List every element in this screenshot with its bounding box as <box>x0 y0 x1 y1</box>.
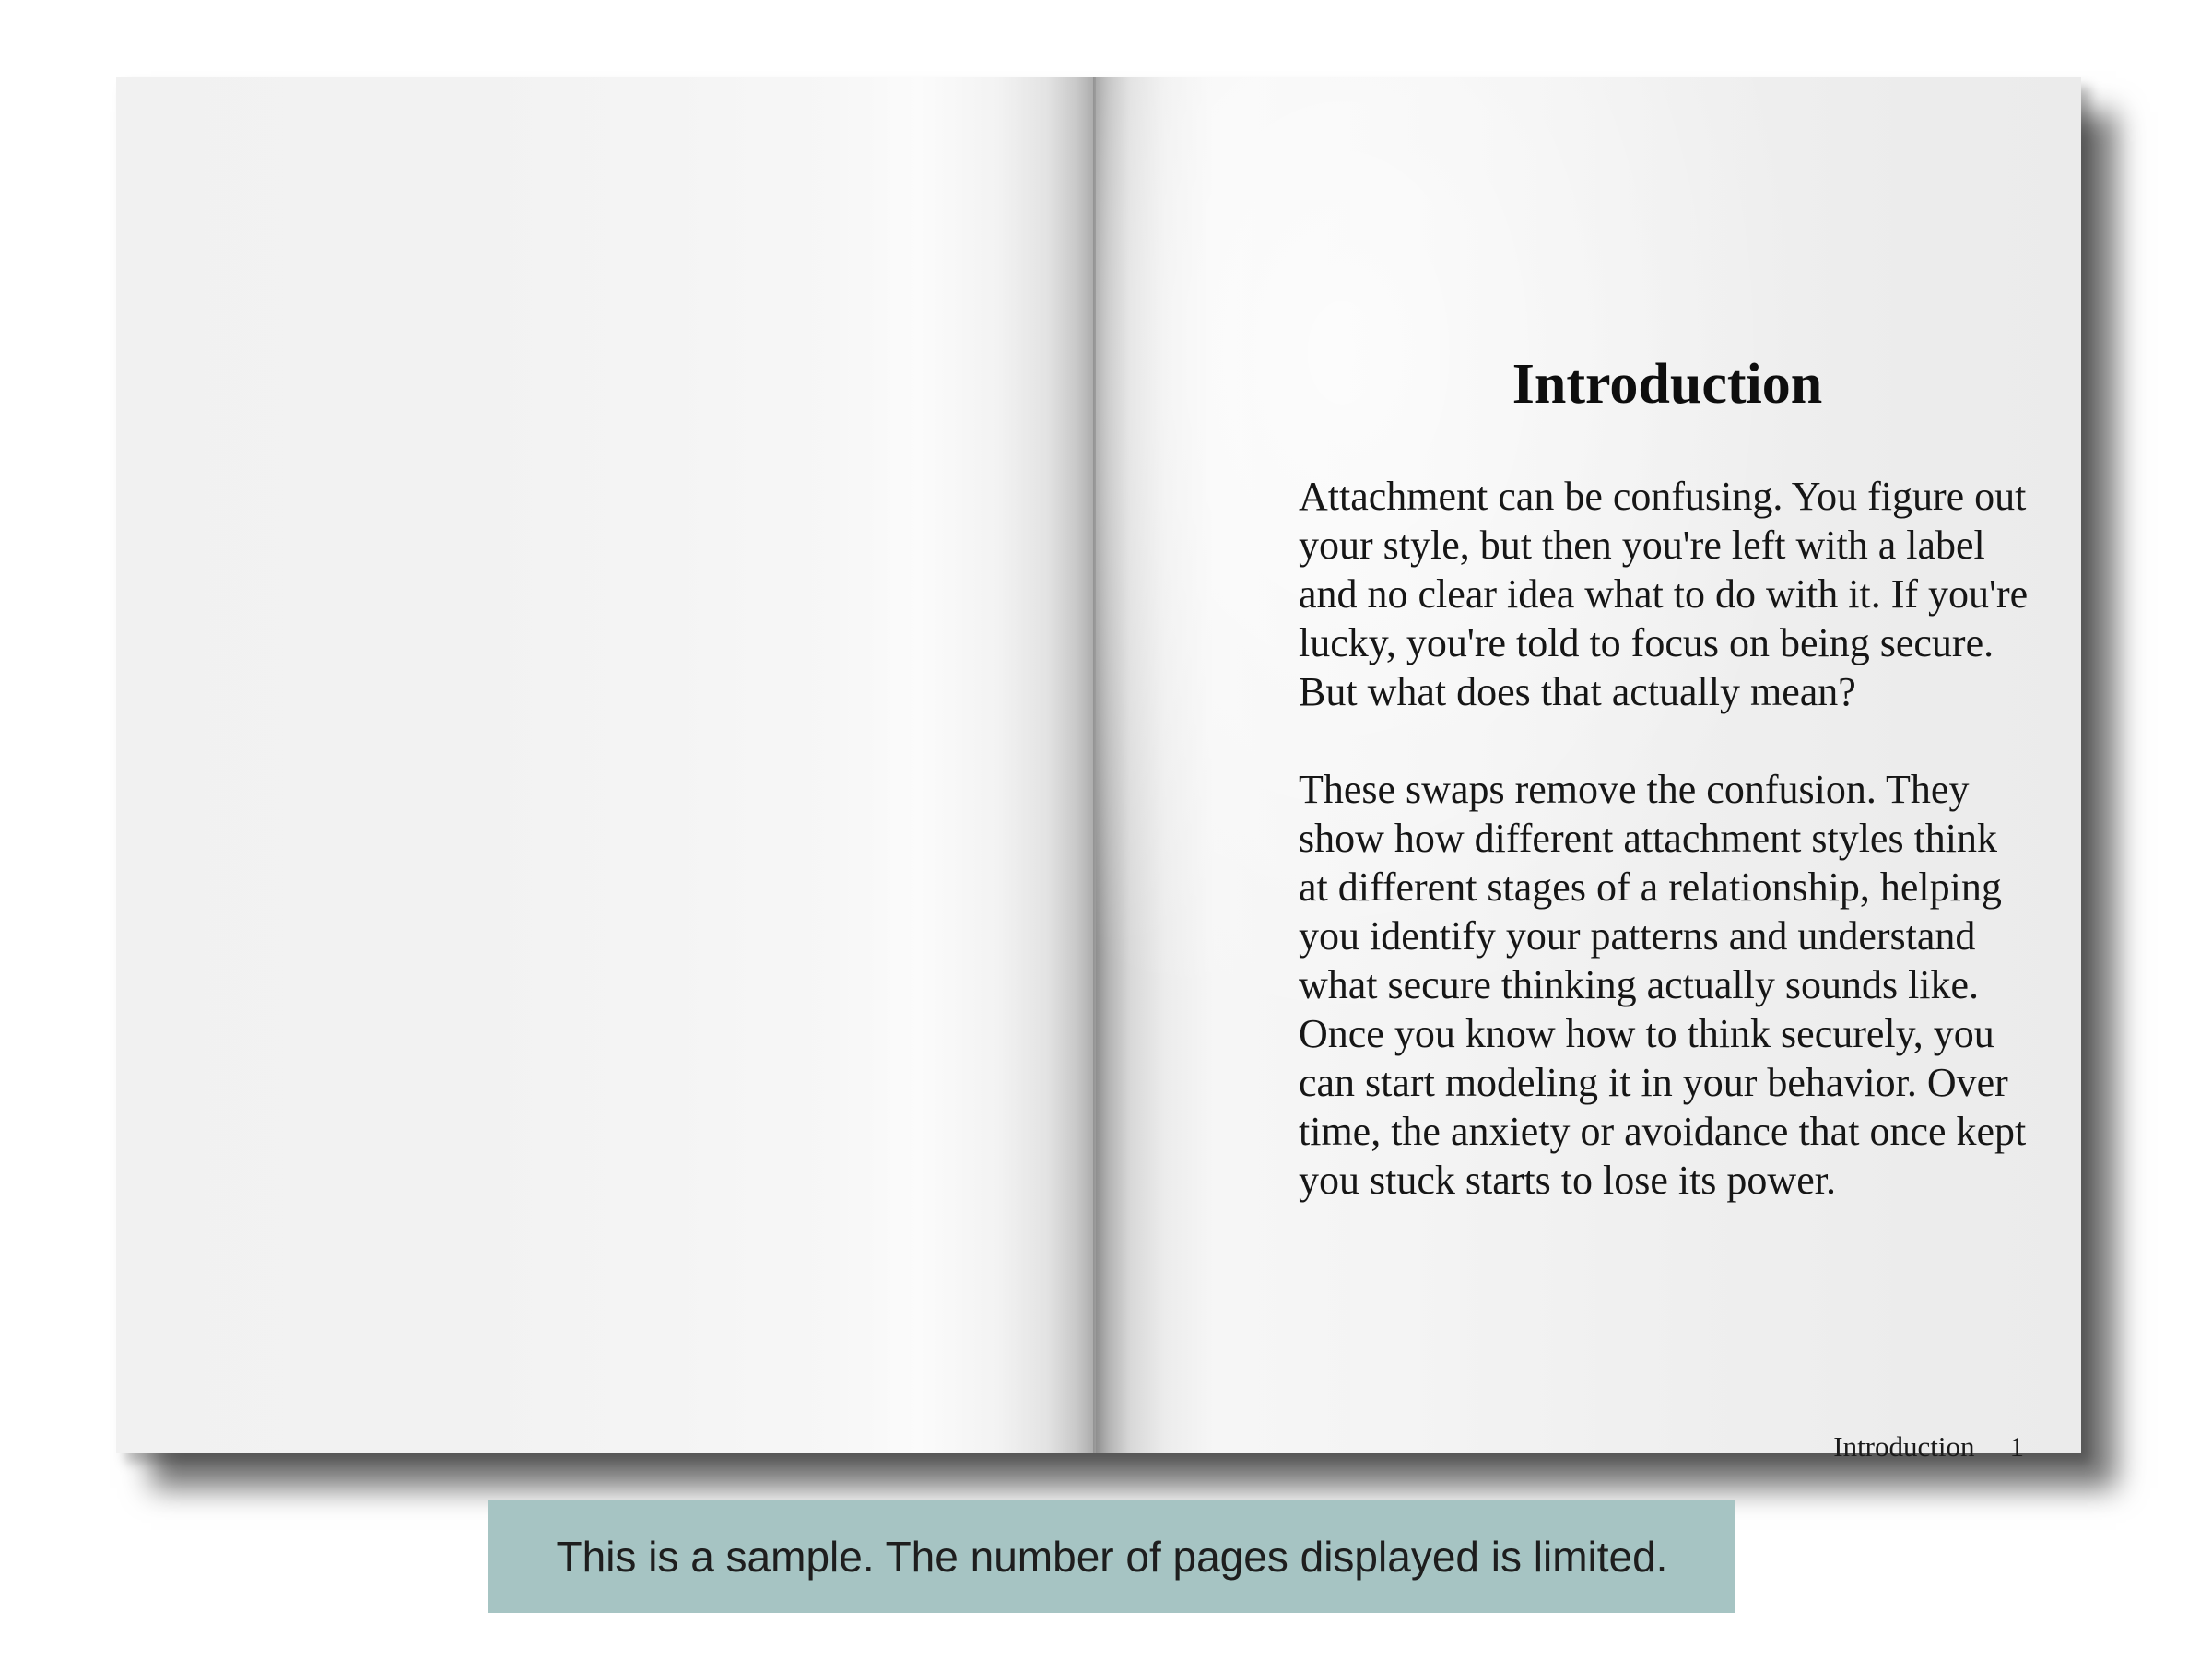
sample-notice-text: This is a sample. The number of pages displayed is limited. <box>556 1533 1668 1581</box>
chapter-title: Introduction <box>1512 353 1823 416</box>
sample-notice-banner <box>488 1500 1735 1613</box>
paragraph-1: Attachment can be confusing. You figure out your style, but then you're left with a label and no clear idea what to do with it. If you're lucky, you're told to focus on being secure. But what does that actually mean? <box>1299 474 2029 715</box>
page-content <box>1299 350 2036 1253</box>
paragraph-2: These swaps remove the confusion. They show how different attachment styles think at different stages of a relationship, helping you identify your patterns and understand what secure thinking actually sounds like. Once you know how to think securely, you can start modeling it in your behavior. Over time, the anxiety or avoidance that once kept you stuck starts to lose its power. <box>1299 767 2027 1204</box>
page-number: 1 <box>2009 1430 2024 1463</box>
page-footer <box>1833 1430 2024 1464</box>
open-book <box>116 77 2081 1463</box>
running-head: Introduction <box>1833 1430 1975 1463</box>
left-page <box>116 77 1096 1453</box>
right-page <box>1096 77 2081 1463</box>
